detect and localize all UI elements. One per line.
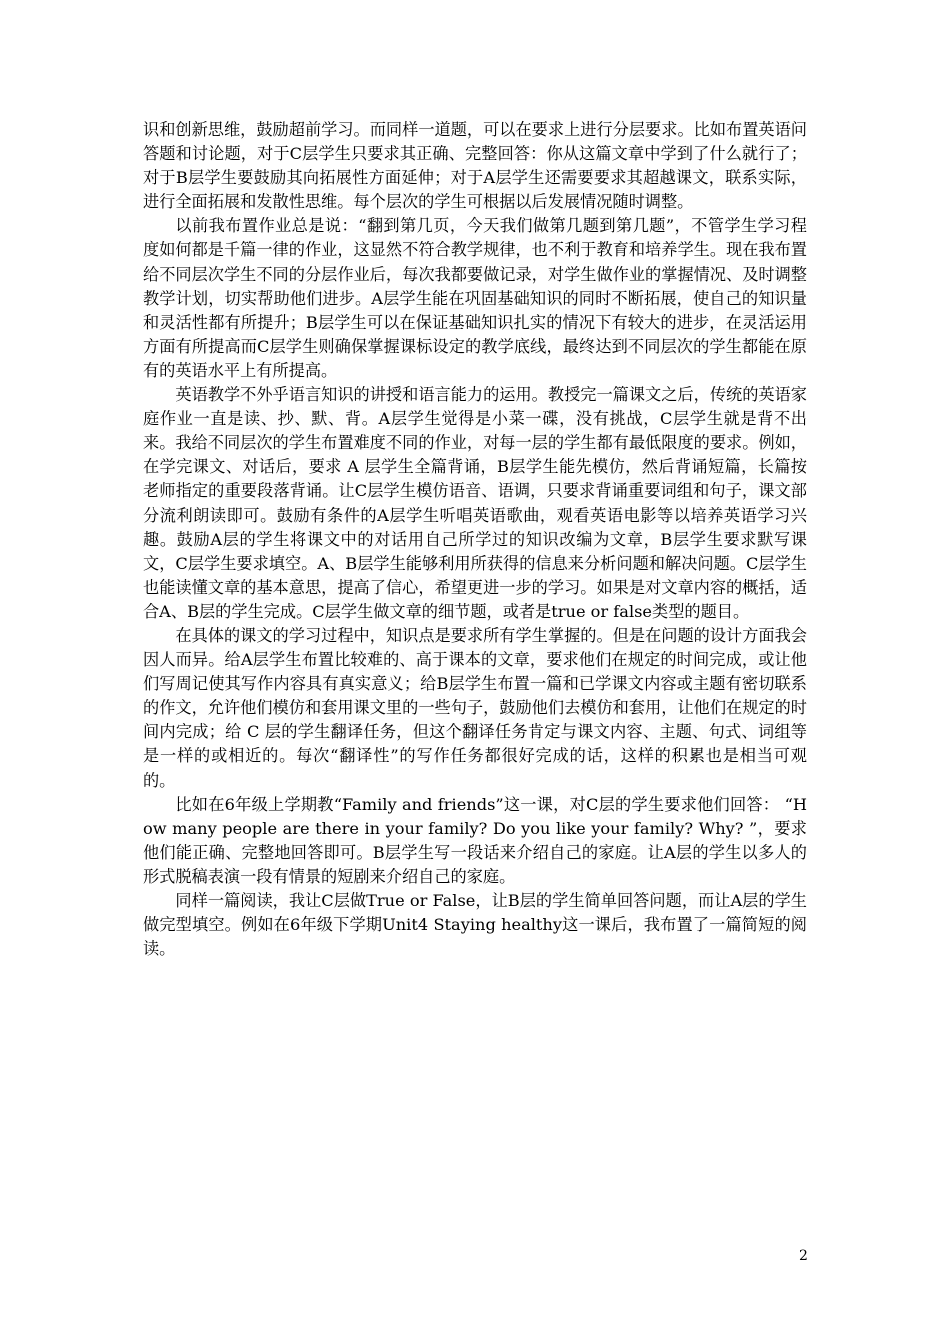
paragraph-4: 在具体的课文的学习过程中，知识点是要求所有学生掌握的。但是在问题的设计方面我会因人而异。给A层学生布置比较难的、高于课本的文章，要求他们在规定的时间完成，或让他们写周记使其写作内容具有真实意义；给B层学生布置一篇和已学课文内容或主题有密切联系的作文，允许他们模仿和套用课文里的一些句子，鼓励他们去模仿和套用，让他们在规定的时间内完成；给 C 层的学生翻译任务，但这个翻译任务肯定与课文内容、主题、句式、词组等是一样的或相近的。每次“翻译性”的写作任务都很好完成的话，这样的积累也是相当可观的。	[143, 625, 807, 790]
paragraph-6: 同样一篇阅读，我让C层做True or False，让B层的学生简单回答问题，而让A层的学生做完型填空。例如在6年级下学期Unit4 Staying healthy这一课后，我布置了一篇简短的阅读。	[143, 891, 807, 959]
paragraph-5: 比如在6年级上学期教“Family and friends”这一课，对C层的学生要求他们回答： “How many people are there in your family? Do you like your family? Why? ”，要求他们能正确、完整地回答即可。B层学生写一段话来介绍自己的家庭。让A层的学生以多人的形式脱稿表演一段有情景的短剧来介绍自己的家庭。	[143, 794, 807, 886]
body-text	[143, 118, 807, 961]
paragraph-2: 以前我布置作业总是说：“翻到第几页，今天我们做第几题到第几题”，不管学生学习程度如何都是千篇一律的作业，这显然不符合教学规律，也不利于教育和培养学生。现在我布置给不同层次学生不同的分层作业后，每次我都要做记录，对学生做作业的掌握情况、及时调整教学计划，切实帮助他们进步。A层学生能在巩固基础知识的同时不断拓展，使自己的知识量和灵活性都有所提升；B层学生可以在保证基础知识扎实的情况下有较大的进步，在灵活运用方面有所提高而C层学生则确保掌握课标设定的教学底线，最终达到不同层次的学生都能在原有的英语水平上有所提高。	[143, 216, 807, 380]
paragraph-3: 英语教学不外乎语言知识的讲授和语言能力的运用。教授完一篇课文之后，传统的英语家庭作业一直是读、抄、默、背。A层学生觉得是小菜一碟，没有挑战，C层学生就是背不出来。我给不同层次的学生布置难度不同的作业，对每一层的学生都有最低限度的要求。例如，在学完课文、对话后，要求 A 层学生全篇背诵，B层学生能先模仿，然后背诵短篇，长篇按老师指定的重要段落背诵。让C层学生模仿语音、语调，只要求背诵重要词组和句子，课文部分流利朗读即可。鼓励有条件的A层学生听唱英语歌曲，观看英语电影等以培养英语学习兴趣。鼓励A层的学生将课文中的对话用自己所学过的知识改编为文章，B层学生要求默写课文，C层学生要求填空。A、B层学生能够利用所获得的信息来分析问题和解决问题。C层学生也能读懂文章的基本意思，提高了信心，希望更进一步的学习。如果是对文章内容的概括，适合A、B层的学生完成。C层学生做文章的细节题，或者是true or false类型的题目。	[143, 385, 807, 621]
page-number: 2	[799, 1248, 808, 1264]
paragraph-1: 识和创新思维，鼓励超前学习。而同样一道题，可以在要求上进行分层要求。比如布置英语问答题和讨论题，对于C层学生只要求其正确、完整回答：你从这篇文章中学到了什么就行了；对于B层学生要鼓励其向拓展性方面延伸；对于A层学生还需要要求其超越课文，联系实际，进行全面拓展和发散性思维。每个层次的学生可根据以后发展情况随时调整。	[143, 120, 807, 212]
